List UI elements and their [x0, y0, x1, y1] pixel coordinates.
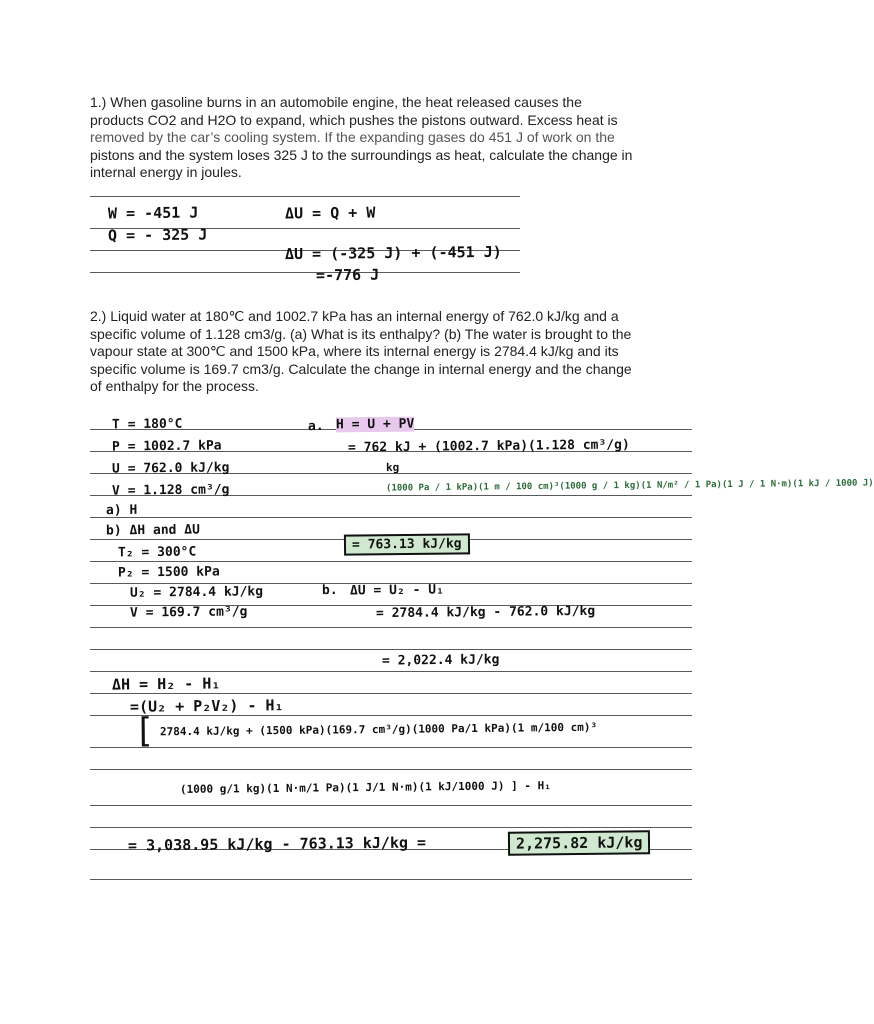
given-internal-energy-2: U₂ = 2784.4 kJ/kg [129, 584, 264, 601]
question-1 [90, 94, 690, 182]
work-value-w: W = -451 J [107, 203, 199, 223]
enthalpy-unit-conversion: (1000 Pa / 1 kPa)(1 m / 100 cm)³(1000 g / 1 kg)(1 N/m² / 1 Pa)(1 J / 1 N·m)(1 kJ / 1000 J) [385, 478, 874, 494]
question-2 [90, 308, 690, 396]
part-b-label: b) ΔH and ΔU [105, 522, 200, 539]
ruled-line [90, 879, 692, 880]
ruled-line [90, 517, 692, 518]
first-law-substitution: ΔU = (-325 J) + (-451 J) [284, 242, 502, 264]
enthalpy-result: = 763.13 kJ/kg [344, 533, 470, 555]
enthalpy-substitution: = 762 kJ + (1002.7 kPa)(1.128 cm³/g) [347, 437, 630, 456]
ruled-line [90, 805, 692, 806]
enthalpy-unit-kg: kg [385, 460, 400, 475]
given-specific-volume-2: V = 169.7 cm³/g [129, 604, 248, 621]
question-1-line: products CO2 and H2O to expand, which pushes the pistons outward. Excess heat is [90, 111, 618, 128]
question-1-line: 1.) When gasoline burns in an automobile engine, the heat released causes the [90, 94, 582, 110]
given-pressure-2: P₂ = 1500 kPa [117, 564, 220, 581]
ruled-line [90, 769, 692, 770]
delta-h-substitution: 2784.4 kJ/kg + (1500 kPa)(169.7 cm³/g)(1000 Pa/1 kPa)(1 m/100 cm)³ [159, 720, 598, 739]
ruled-line [90, 649, 692, 650]
given-temperature-2: T₂ = 300°C [117, 544, 197, 561]
enthalpy-formula: H = U + PV [335, 416, 415, 433]
question-1-line: pistons and the system loses 325 J to the surroundings as heat, calculate the change in [90, 146, 633, 163]
delta-h-conversion: (1000 g/1 kg)(1 N·m/1 Pa)(1 J/1 N·m)(1 kJ/1000 J) ] - H₁ [179, 779, 551, 796]
ruled-line [90, 196, 520, 197]
delta-h-formula: ΔH = H₂ - H₁ [111, 674, 221, 694]
ruled-line [90, 827, 692, 828]
ruled-line [90, 561, 692, 562]
part-b-marker: b. [321, 582, 338, 599]
first-law-result: =-776 J [315, 265, 380, 285]
delta-h-expansion: =(U₂ + P₂V₂) - H₁ [129, 696, 284, 716]
question-1-line: internal energy in joules. [90, 164, 242, 180]
handwritten-solution-1 [90, 186, 520, 292]
given-specific-volume: V = 1.128 cm³/g [111, 482, 230, 499]
ruled-line [90, 627, 692, 628]
delta-h-final-result: 2,275.82 kJ/kg [508, 830, 651, 855]
ruled-line [90, 693, 692, 694]
given-pressure: P = 1002.7 kPa [111, 438, 222, 455]
part-a-label: a) H [105, 502, 138, 519]
delta-h-final-subtraction: = 3,038.95 kJ/kg - 763.13 kJ/kg = [127, 833, 427, 855]
question-1-line: removed by the car’s cooling system. If the expanding gases do 451 J of work on the [90, 129, 615, 145]
open-bracket: [ [133, 710, 155, 752]
part-a-marker: a. [307, 418, 324, 435]
given-temperature: T = 180°C [111, 416, 183, 433]
question-2-line: of enthalpy for the process. [90, 378, 259, 394]
question-2-line: specific volume is 169.7 cm3/g. Calculate the change in internal energy and the change [90, 360, 632, 377]
ruled-line [90, 671, 692, 672]
first-law-equation: ΔU = Q + W [284, 203, 376, 223]
ruled-line [90, 747, 692, 748]
internal-energy-substitution: = 2784.4 kJ/kg - 762.0 kJ/kg [375, 603, 596, 622]
work-value-q: Q = - 325 J [107, 225, 208, 245]
given-internal-energy: U = 762.0 kJ/kg [111, 460, 230, 477]
question-2-line: 2.) Liquid water at 180℃ and 1002.7 kPa has an internal energy of 762.0 kJ/kg and a [90, 308, 619, 324]
internal-energy-result: = 2,022.4 kJ/kg [381, 652, 500, 669]
handwritten-solution-2 [90, 405, 874, 885]
question-2-line: specific volume of 1.128 cm3/g. (a) What is its enthalpy? (b) The water is brought to the [90, 325, 632, 342]
internal-energy-formula: ΔU = U₂ - U₁ [349, 582, 444, 599]
question-2-line: vapour state at 300℃ and 1500 kPa, where its internal energy is 2784.4 kJ/kg and its [90, 343, 619, 359]
ruled-line [90, 272, 520, 273]
